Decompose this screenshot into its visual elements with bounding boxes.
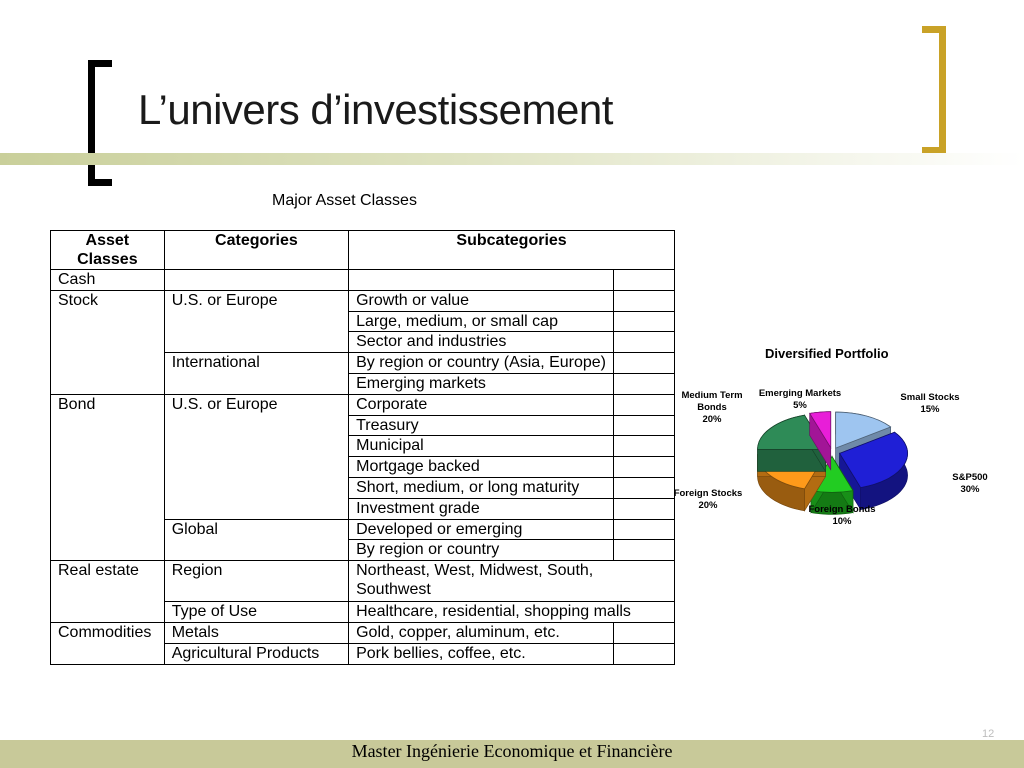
slide-title: L’univers d’investissement [138,86,613,133]
cell-extra [614,498,675,519]
cell-extra [614,477,675,498]
cell-sub: Pork bellies, coffee, etc. [349,643,614,664]
cell-sub: By region or country (Asia, Europe) [349,353,614,374]
cell-sub [349,270,614,291]
cell-extra [614,622,675,643]
pie-label-4: Medium Term Bonds 20% [681,390,743,425]
table-caption: Major Asset Classes [272,192,417,209]
table-row [51,290,675,311]
footer-text: Master Ingénierie Economique et Financière [351,741,673,761]
pie-label-1: S&P500 30% [952,472,988,495]
cell-sub: By region or country [349,540,614,561]
table-header-row [51,231,675,270]
title-underline-band [0,153,1024,165]
cell-sub: Short, medium, or long maturity [349,477,614,498]
cell-category: U.S. or Europe [164,394,348,519]
chart-title: Diversified Portfolio [765,346,889,361]
header-categories: Categories [164,231,348,270]
asset-classes-table [50,230,675,665]
cell-extra [614,540,675,561]
cell-sub: Mortgage backed [349,457,614,478]
cell-sub: Growth or value [349,290,614,311]
cell-category: Metals [164,622,348,643]
cell-category: Type of Use [164,602,348,623]
cell-category: International [164,353,348,395]
cell-sub: Gold, copper, aluminum, etc. [349,622,614,643]
cell-extra [614,311,675,332]
pie-chart-svg [668,340,998,540]
cell-category: Global [164,519,348,561]
cell-asset: Commodities [51,622,165,664]
cell-sub: Emerging markets [349,373,614,394]
cell-sub: Northeast, West, Midwest, South, Southwest [349,561,675,602]
pie-label-2: Foreign Bonds 10% [808,504,876,527]
cell-extra [614,394,675,415]
cell-category: Agricultural Products [164,643,348,664]
cell-extra [614,332,675,353]
header-subcategories: Subcategories [349,231,675,270]
cell-sub: Corporate [349,394,614,415]
cell-asset: Bond [51,394,165,560]
cell-extra [614,457,675,478]
table-row [51,622,675,643]
left-bracket-decoration [88,60,112,186]
cell-extra [614,519,675,540]
cell-sub: Municipal [349,436,614,457]
pie-label-3: Foreign Stocks 20% [673,488,743,511]
page-number: 12 [982,728,995,740]
cell-extra [614,436,675,457]
cell-extra [614,643,675,664]
cell-sub: Healthcare, residential, shopping malls [349,602,675,623]
cell-extra [614,270,675,291]
header-asset-classes: Asset Classes [51,231,165,270]
cell-extra [614,373,675,394]
cell-extra [614,290,675,311]
cell-asset: Stock [51,290,165,394]
cell-extra [614,353,675,374]
cell-sub: Investment grade [349,498,614,519]
cell-asset: Cash [51,270,165,291]
cell-sub: Large, medium, or small cap [349,311,614,332]
cell-sub: Developed or emerging [349,519,614,540]
cell-extra [614,415,675,436]
pie-label-0: Small Stocks 15% [900,392,960,415]
diversified-portfolio-chart [668,340,998,540]
cell-category [164,270,348,291]
pie-label-5: Emerging Markets 5% [758,388,842,411]
cell-sub: Sector and industries [349,332,614,353]
cell-sub: Treasury [349,415,614,436]
asset-classes-table-container [50,230,675,666]
cell-category: U.S. or Europe [164,290,348,352]
cell-category: Region [164,561,348,602]
right-bracket-decoration [922,26,946,154]
cell-asset: Real estate [51,561,165,623]
table-row [51,561,675,602]
table-row [51,394,675,415]
table-row [51,270,675,291]
